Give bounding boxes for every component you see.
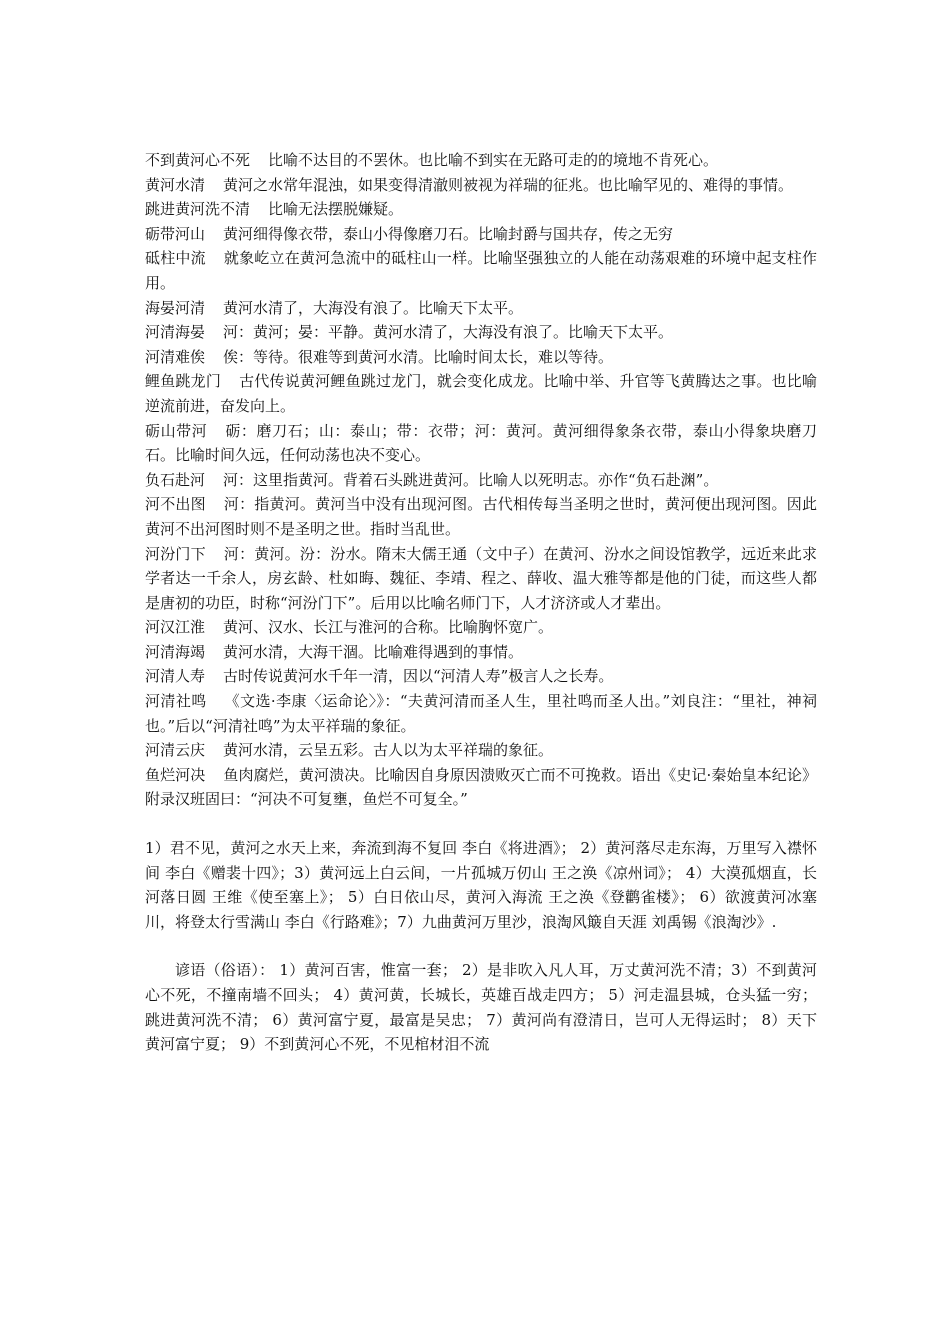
idiom-term: 河清云庆 [145,741,206,760]
idiom-definition: 比喻无法摆脱嫌疑。 [268,200,404,219]
idiom-entry [145,345,817,370]
idiom-term: 河清社鸣 [145,692,207,711]
idiom-term: 鲤鱼跳龙门 [145,372,222,391]
idiom-definition: 黄河之水常年混浊，如果变得清澈则被视为祥瑞的征兆。也比喻罕见的、难得的事情。 [223,175,794,194]
idiom-definition: 《文选·李康〈运命论〉》：“夫黄河清而圣人生，里社鸣而圣人出。”刘良注：“里社，神祠也。”后以“河清社鸣”为太平祥瑞的象征。 [145,692,817,735]
idiom-entry [145,542,817,616]
idiom-definition: 河：黄河；晏：平静。黄河水清了，大海没有浪了。比喻天下太平。 [223,323,674,342]
idiom-entry [145,664,817,689]
idiom-term: 河汾门下 [145,544,206,563]
idiom-list [145,148,817,812]
idiom-term: 跳进黄河洗不清 [145,200,251,219]
idiom-entry [145,689,817,738]
idiom-definition: 河：黄河。汾：汾水。隋末大儒王通（文中子）在黄河、汾水之间设馆教学，远近来此求学者达一千余人，房玄龄、杜如晦、魏征、李靖、程之、薛收、温大雅等都是他的门徒，而这些人都是唐初的功臣，时称“河汾门下”。后用以比喻名师门下，人才济济或人才辈出。 [145,544,817,612]
paragraph-gap [145,934,817,958]
idiom-term: 河清人寿 [145,667,206,686]
poem-quotations: 1）君不见，黄河之水天上来，奔流到海不复回 李白《将进酒》； 2）黄河落尽走东海，万里写入襟怀间 李白《赠裴十四》；3）黄河远上白云间，一片孤城万仞山 王之涣《凉州词》； 4）大漠孤烟直，长河落日圆 王维《使至塞上》； 5）白日依山尽，黄河入海流 王之涣《登鹳雀楼》； 6）欲渡黄河冰塞川，将登太行雪满山 李白《行路难》；7）九曲黄河万里沙，浪淘风簸自天涯 刘禹锡《浪淘沙》. [145,839,817,931]
idiom-entry [145,222,817,247]
idiom-entry [145,492,817,541]
idiom-term: 砺带河山 [145,224,206,243]
idiom-term: 河清海晏 [145,323,206,342]
idiom-entry [145,738,817,763]
idiom-definition: 黄河水清了，大海没有浪了。比喻天下太平。 [223,298,524,317]
idiom-definition: 古代传说黄河鲤鱼跳过龙门，就会变化成龙。比喻中举、升官等飞黄腾达之事。也比喻逆流前进，奋发向上。 [145,372,817,415]
idiom-definition: 鱼肉腐烂，黄河溃决。比喻因自身原因溃败灭亡而不可挽救。语出《史记·秦始皇本纪论》附录汉班固曰：“河决不可复壅，鱼烂不可复全。” [145,765,817,809]
idiom-term: 海晏河清 [145,298,206,317]
idiom-definition: 砺：磨刀石；山：泰山；带：衣带；河：黄河。黄河细得象条衣带，泰山小得象块磨刀石。比喻时间久远，任何动荡也决不变心。 [145,421,817,465]
idiom-term: 河汉江淮 [145,618,206,637]
idiom-definition: 黄河、汉水、长江与淮河的合称。比喻胸怀宽广。 [223,618,554,637]
idiom-term: 鱼烂河决 [145,765,206,784]
idiom-entry [145,246,817,295]
idiom-term: 河清难俟 [145,347,206,366]
idiom-definition: 俟：等待。很难等到黄河水清。比喻时间太长，难以等待。 [223,347,614,366]
idiom-definition: 黄河细得像衣带，泰山小得像磨刀石。比喻封爵与国共存，传之无穷 [223,224,674,243]
idiom-entry [145,763,817,812]
idiom-entry [145,148,817,173]
idiom-definition: 就象屹立在黄河急流中的砥柱山一样。比喻坚强独立的人能在动荡艰难的环境中起支柱作用。 [145,249,817,292]
idiom-definition: 黄河水清，大海干涸。比喻难得遇到的事情。 [223,642,524,661]
document-page [145,148,817,1057]
idiom-definition: 河：这里指黄河。背着石头跳进黄河。比喻人以死明志。亦作“负石赴渊”。 [223,470,719,489]
idiom-entry [145,197,817,222]
idiom-term: 黄河水清 [145,175,206,194]
idiom-entry [145,296,817,321]
idiom-definition: 比喻不达目的不罢休。也比喻不到实在无路可走的的境地不肯死心。 [268,151,719,169]
proverb-paragraph: 谚语（俗语）： 1）黄河百害，惟富一套； 2）是非吹入凡人耳，万丈黄河洗不清；3）不到黄河心不死，不撞南墙不回头； 4）黄河黄，长城长，英雄百战走四方； 5）河走温县城，仓头猛一穷；跳进黄河洗不清； 6）黄河富宁夏，最富是吴忠； 7）黄河尚有澄清日，岂可人无得运时； 8）天下黄河富宁夏； 9）不到黄河心不死，不见棺材泪不流 [145,961,817,1054]
idiom-term: 不到黄河心不死 [145,151,251,169]
idiom-term: 砺山带河 [145,421,208,440]
idiom-entry [145,320,817,345]
idiom-entry [145,173,817,198]
idiom-entry [145,468,817,493]
idiom-term: 负石赴河 [145,470,206,489]
idiom-definition: 古时传说黄河水千年一清，因以“河清人寿”极言人之长寿。 [223,667,614,686]
idiom-term: 砥柱中流 [145,249,206,268]
idiom-definition: 黄河水清，云呈五彩。古人以为太平祥瑞的象征。 [223,741,554,760]
idiom-term: 河不出图 [145,495,206,514]
idiom-term: 河清海竭 [145,642,206,661]
idiom-entry [145,419,817,468]
paragraph-gap [145,812,817,836]
idiom-definition: 河：指黄河。黄河当中没有出现河图。古代相传每当圣明之世时，黄河便出现河图。因此黄河不出河图时则不是圣明之世。指时当乱世。 [145,495,817,538]
idiom-entry [145,615,817,640]
idiom-entry [145,369,817,418]
idiom-entry [145,640,817,665]
